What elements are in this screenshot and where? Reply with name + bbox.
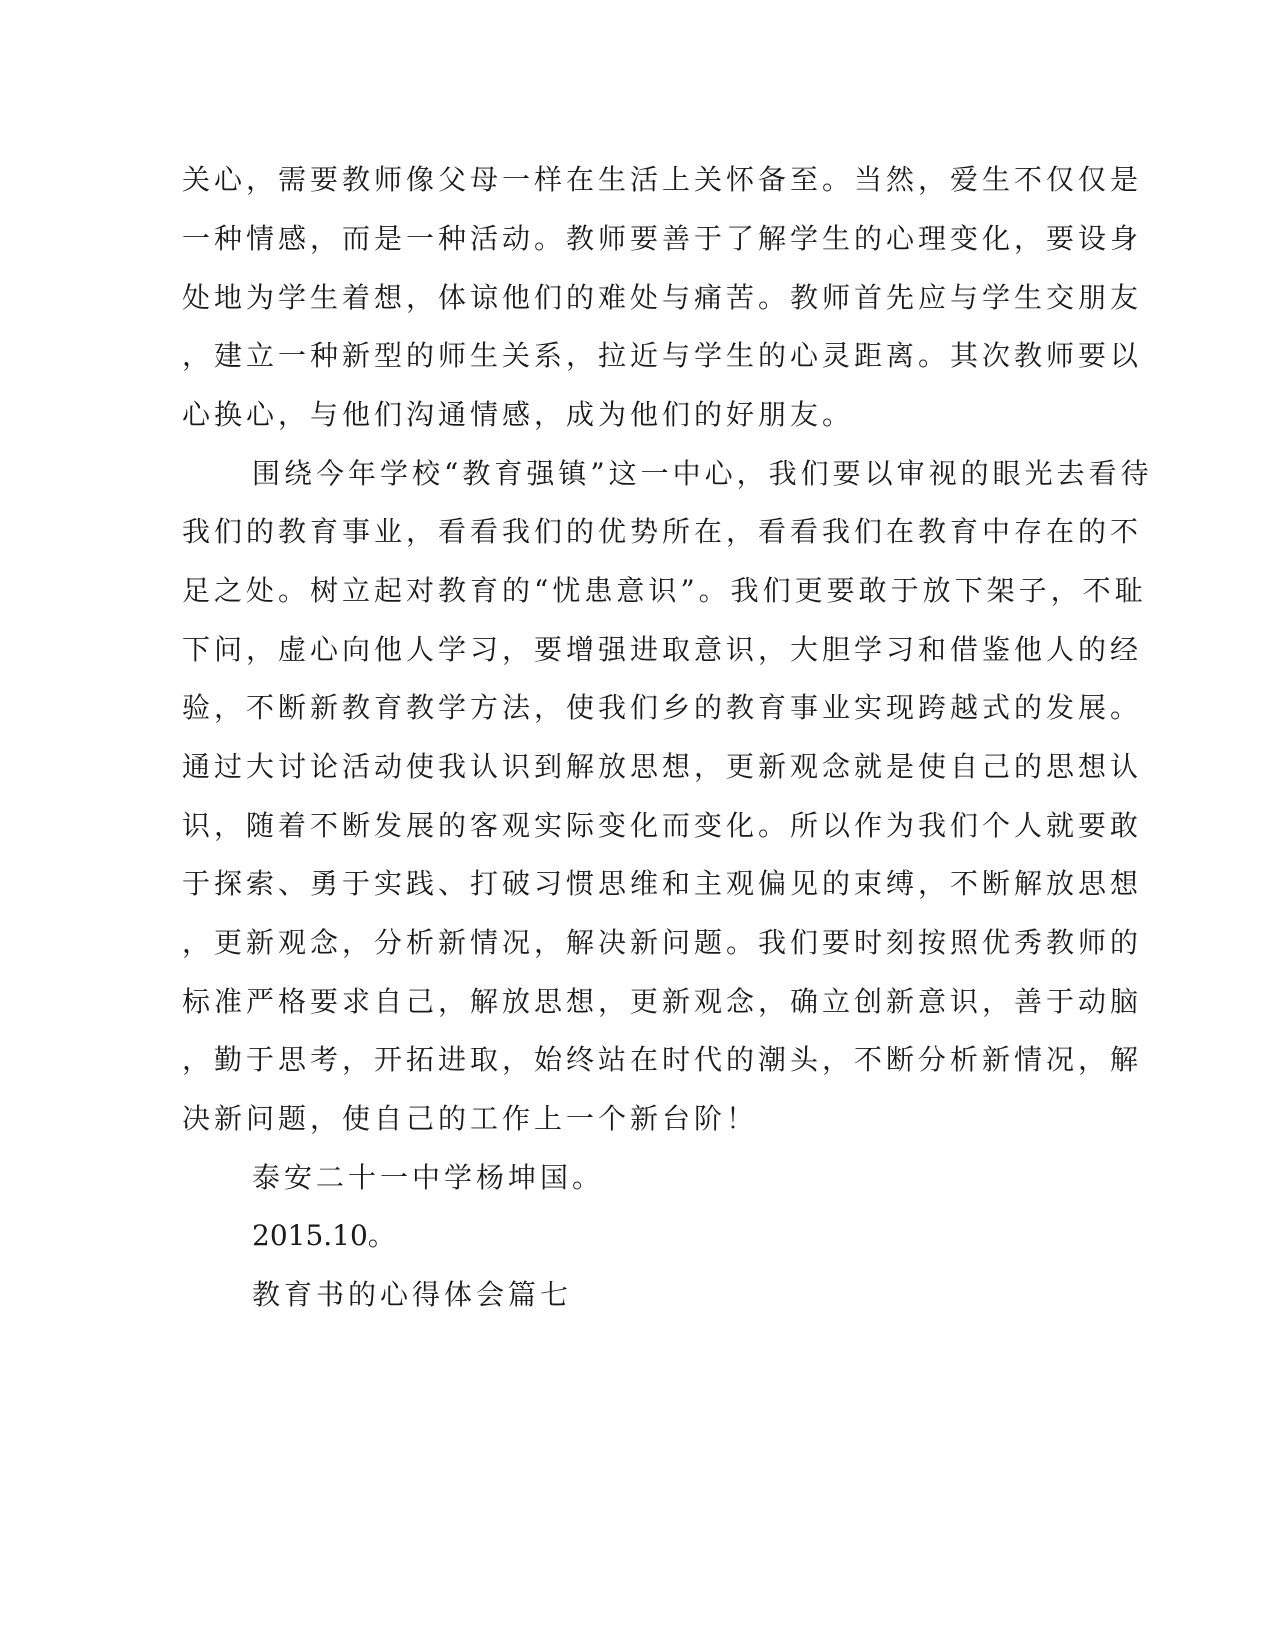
text-line: 一种情感，而是一种活动。教师要善于了解学生的心理变化，要设身 xyxy=(182,222,1143,255)
text-line: 于探索、勇于实践、打破习惯思维和主观偏见的束缚，不断解放思想 xyxy=(182,867,1143,900)
text-line: 心换心，与他们沟通情感，成为他们的好朋友。 xyxy=(182,398,855,431)
text-line: 通过大讨论活动使我认识到解放思想，更新观念就是使自己的思想认 xyxy=(182,750,1143,783)
section-heading: 教育书的心得体会篇七 xyxy=(252,1278,573,1311)
text-line: 标准严格要求自己，解放思想，更新观念，确立创新意识，善于动脑 xyxy=(182,985,1143,1018)
text-line: 识，随着不断发展的客观实际变化而变化。所以作为我们个人就要敢 xyxy=(182,809,1143,842)
text-line: 足之处。树立起对教育的“忧患意识”。我们更要敢于放下架子，不耻 xyxy=(182,574,1147,607)
text-line: ，勤于思考，开拓进取，始终站在时代的潮头，不断分析新情况，解 xyxy=(182,1043,1143,1076)
text-line: 处地为学生着想，体谅他们的难处与痛苦。教师首先应与学生交朋友 xyxy=(182,281,1143,314)
text-line: 关心，需要教师像父母一样在生活上关怀备至。当然，爱生不仅仅是 xyxy=(182,163,1143,196)
text-line: 围绕今年学校“教育强镇”这一中心，我们要以审视的眼光去看待 xyxy=(252,457,1153,490)
date: 2015.10。 xyxy=(252,1219,396,1252)
signature: 泰安二十一中学杨坤国。 xyxy=(252,1161,605,1194)
text-line: ，更新观念，分析新情况，解决新问题。我们要时刻按照优秀教师的 xyxy=(182,926,1143,959)
text-line: 决新问题，使自己的工作上一个新台阶！ xyxy=(182,1102,759,1135)
text-line: 验，不断新教育教学方法，使我们乡的教育事业实现跨越式的发展。 xyxy=(182,691,1143,724)
text-line: ，建立一种新型的师生关系，拉近与学生的心灵距离。其次教师要以 xyxy=(182,339,1143,372)
text-line: 下问，虚心向他人学习，要增强进取意识，大胆学习和借鉴他人的经 xyxy=(182,633,1143,666)
text-line: 我们的教育事业，看看我们的优势所在，看看我们在教育中存在的不 xyxy=(182,515,1143,548)
